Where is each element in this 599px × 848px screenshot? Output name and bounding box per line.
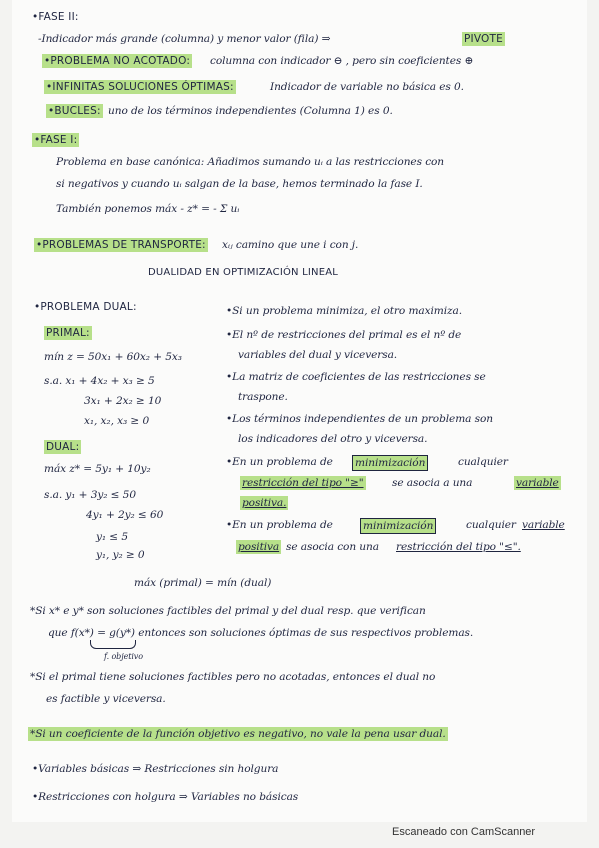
theorem-line: *Si el primal tiene soluciones factibles pero no acotadas, entonces el dual no [30,671,436,683]
note-line: columna con indicador ⊖ , pero sin coeficientes ⊕ [210,55,474,67]
note-line: Problema en base canónica: Añadimos sumando uᵢ a las restricciones con [56,156,445,168]
note-line: uno de los términos independientes (Columna 1) es 0. [108,105,393,117]
restriccion-highlight: restricción del tipo "≥" [242,477,364,489]
variable-underlined: variable [522,519,565,531]
bucles-heading: •BUCLES: [48,105,101,117]
note-line: Indicador de variable no básica es 0. [270,81,464,93]
dual-constraint: 4y₁ + 2y₂ ≤ 60 [86,509,164,521]
dual-rule: •En un problema de [226,456,333,468]
theorem-line: que f(x*) = g(y*) entonces son soluciones óptimas de sus respectivos problemas. [48,627,474,639]
transporte-heading: •PROBLEMAS DE TRANSPORTE: [36,239,206,251]
dual-rule: •Los términos independientes de un problema son [226,413,493,425]
f-objetivo-note: f. objetivo [104,652,143,661]
primal-constraint: 3x₁ + 2x₂ ≥ 10 [84,395,162,407]
note-line: xᵢⱼ camino que une i con j. [222,239,359,251]
highlighted-remark: *Si un coeficiente de la función objetivo es negativo, no vale la pena usar dual. [30,728,446,740]
fase2-heading: •FASE II: [32,11,79,23]
dual-constraint: y₁ ≤ 5 [96,531,128,543]
primal-objective: mín z = 50x₁ + 60x₂ + 5x₃ [44,351,182,363]
minimizacion-highlight: minimización [352,455,428,471]
dual-rule: se asocia con una [286,541,379,553]
pivote-label: PIVOTE [464,33,503,45]
fase1-heading: •FASE I: [34,134,78,146]
primal-label: PRIMAL: [46,327,90,339]
infinitas-heading: •INFINITAS SOLUCIONES ÓPTIMAS: [46,81,234,93]
dual-rule: los indicadores del otro y viceversa. [238,433,428,445]
dual-rule: •En un problema de [226,519,333,531]
theorem-line: *Si x* e y* son soluciones factibles del primal y del dual resp. que verifican [30,605,426,617]
primal-constraint: x₁, x₂, x₃ ≥ 0 [84,415,150,427]
formula-line: También ponemos máx - z* = - Σ uᵢ [56,203,240,215]
summary-line: •Variables básicas ⇒ Restricciones sin holgura [32,763,279,775]
camscanner-footer: Escaneado con CamScanner [392,826,536,838]
dual-constraint: s.a. y₁ + 3y₂ ≤ 50 [44,489,136,501]
dual-rule: traspone. [238,391,288,403]
dual-rule: •La matriz de coeficientes de las restricciones se [226,371,486,383]
note-line: si negativos y cuando uᵢ salgan de la base, hemos terminado la fase I. [56,178,423,190]
dual-rule: cualquier [458,456,508,468]
note-line: -Indicador más grande (columna) y menor valor (fila) ⇒ [38,33,331,45]
section-title: DUALIDAD EN OPTIMIZACIÓN LINEAL [148,267,339,278]
dual-rule: cualquier [466,519,516,531]
summary-line: •Restricciones con holgura ⇒ Variables no básicas [32,791,299,803]
dual-label: DUAL: [46,441,80,453]
dual-rule: variables del dual y viceversa. [238,349,398,361]
restriccion-underlined: restricción del tipo "≤". [396,541,521,553]
positiva-highlight: positiva. [242,497,287,509]
variable-highlight: variable [516,477,559,489]
minimizacion-highlight: minimización [360,518,436,534]
no-acotado-heading: •PROBLEMA NO ACOTADO: [44,55,191,67]
brace-mark [90,640,136,649]
dual-constraint: y₁, y₂ ≥ 0 [96,549,145,561]
dual-objective: máx z* = 5y₁ + 10y₂ [44,463,151,475]
dual-heading: •PROBLEMA DUAL: [34,301,137,313]
primal-constraint: s.a. x₁ + 4x₂ + x₃ ≥ 5 [44,375,155,387]
dual-rule: se asocia a una [392,477,473,489]
dual-rule: •El nº de restricciones del primal es el nº de [226,329,462,341]
dual-rule: •Si un problema minimiza, el otro maximiza. [226,305,462,317]
positiva-highlight: positiva [238,541,280,553]
theorem-line: es factible y viceversa. [46,693,166,705]
maxmin-equation: máx (primal) = mín (dual) [134,577,272,589]
